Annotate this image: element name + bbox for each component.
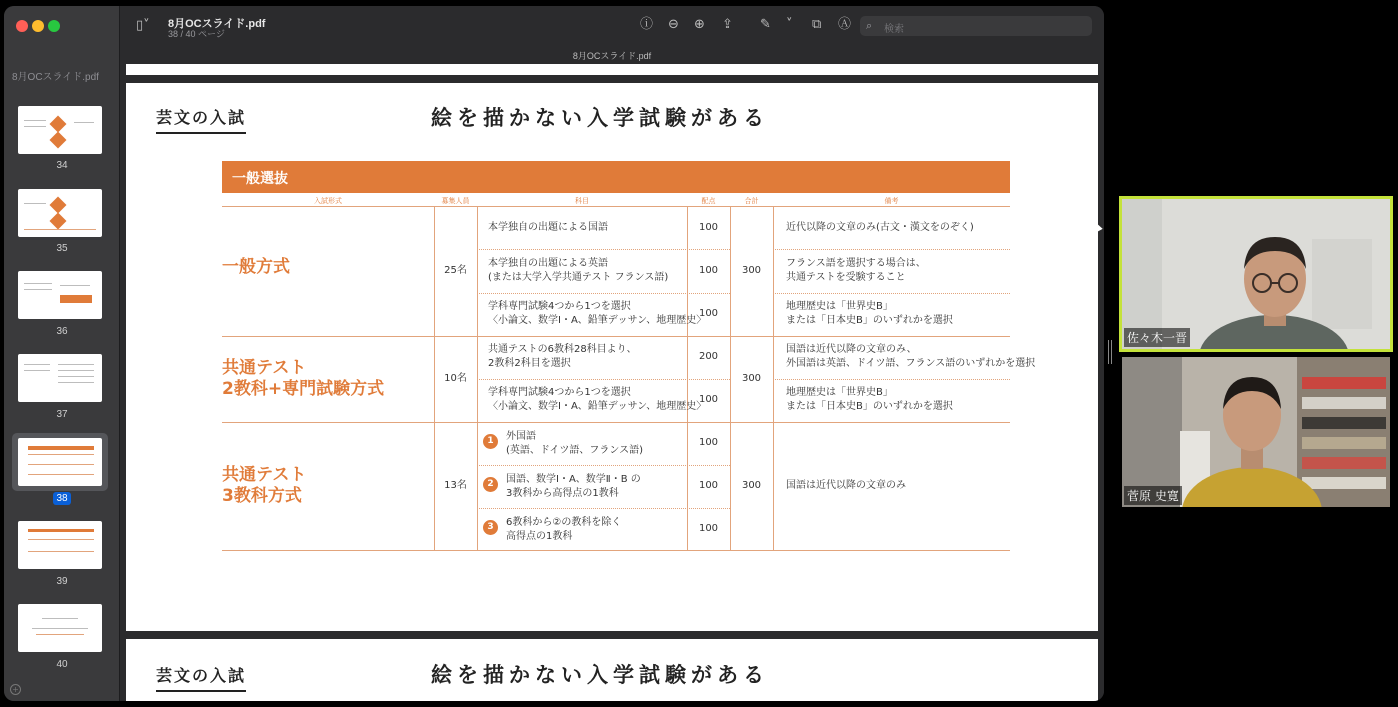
thumbnail-number: 40 (56, 659, 68, 670)
annotate-icon[interactable]: Ⓐ (838, 17, 852, 32)
thumbnail-page-40[interactable] (18, 604, 102, 652)
thumbnail-sidebar (4, 6, 120, 701)
close-window-button[interactable] (16, 20, 28, 32)
thumbnail-number: 34 (56, 160, 68, 171)
points: 100 (698, 437, 719, 448)
note-line: または「日本史B」のいずれかを選択 (786, 401, 953, 412)
document-title: 8月OCスライド.pdf (168, 18, 266, 30)
thumbnail-page-39[interactable] (18, 521, 102, 569)
capacity: 13名 (444, 480, 467, 491)
thumbnail-number: 35 (56, 243, 68, 254)
search-icon: ⌕ (866, 19, 873, 32)
table-header-bar (222, 161, 1010, 193)
number-badge: 1 (483, 434, 498, 449)
capacity: 10名 (444, 373, 467, 384)
thumbnail-number: 39 (56, 576, 68, 587)
participant-video-2 (1122, 357, 1390, 507)
slide-headline: 絵を描かない入学試験がある (431, 106, 769, 130)
minimize-window-button[interactable] (32, 20, 44, 32)
total: 300 (741, 265, 762, 276)
search-input[interactable] (860, 16, 1092, 36)
number-badge: 2 (483, 477, 498, 492)
rotate-icon[interactable]: ⧉ (812, 17, 822, 32)
thumbnail-page-37[interactable] (18, 354, 102, 402)
info-icon[interactable]: ⓘ (640, 17, 654, 32)
thumbnail-page-38[interactable] (18, 438, 102, 486)
exam-type-line: 共通テスト (222, 358, 307, 378)
note-line: 共通テストを受験すること (786, 272, 906, 283)
subject-line: 〈小論文、数学Ⅰ・A、鉛筆デッサン、地理歴史〉 (488, 315, 707, 326)
points: 100 (698, 308, 719, 319)
thumbnail-page-34[interactable] (18, 106, 102, 154)
subject-line: 本学独自の出題による英語 (488, 258, 608, 269)
pdf-viewer-window (4, 6, 1104, 701)
points: 100 (698, 523, 719, 534)
slide-tag: 芸文の入試 (156, 105, 246, 134)
subject-line: 2教科2科目を選択 (488, 358, 571, 369)
thumbnail-page-36[interactable] (18, 271, 102, 319)
previous-page (126, 64, 1098, 75)
subject-line: 外国語 (506, 431, 536, 442)
slide-headline: 絵を描かない入学試験がある (431, 663, 769, 687)
subject-line: 本学独自の出題による国語 (488, 222, 608, 233)
markup-pen-icon[interactable]: ✎ (760, 17, 771, 32)
thumbnail-number: 37 (56, 409, 68, 420)
note-line: 国語は近代以降の文章のみ (786, 480, 906, 491)
subject-line: (または大学入学共通テスト フランス語) (488, 272, 669, 283)
column-header: 備考 (884, 197, 899, 205)
subject-line: 〈小論文、数学Ⅰ・A、鉛筆デッサン、地理歴史〉 (488, 401, 707, 412)
subject-line: 6教科から②の教科を除く (506, 517, 622, 528)
slide-page-38 (126, 83, 1098, 631)
page-indicator: 38 / 40 ページ (168, 29, 225, 39)
zoom-in-icon[interactable]: ⊕ (694, 17, 705, 32)
subject-line: 学科専門試験4つから1つを選択 (488, 301, 631, 312)
sidebar-toggle-icon[interactable]: ▯˅ (136, 18, 150, 33)
note-line: または「日本史B」のいずれかを選択 (786, 315, 953, 326)
zoom-out-icon[interactable]: ⊖ (668, 17, 679, 32)
total: 300 (741, 480, 762, 491)
note-line: 国語は近代以降の文章のみ、 (786, 344, 917, 355)
column-header: 入試形式 (314, 197, 342, 205)
file-name-label: 8月OCスライド.pdf (572, 51, 652, 61)
column-header: 募集人員 (441, 197, 470, 205)
note-line: 近代以降の文章のみ(古文・漢文をのぞく) (786, 222, 974, 233)
column-header: 合計 (744, 197, 759, 205)
thumbnail-number-selected: 38 (53, 492, 71, 505)
add-icon[interactable]: + (10, 684, 21, 695)
subject-line: (英語、ドイツ語、フランス語) (506, 445, 644, 456)
points: 100 (698, 480, 719, 491)
subject-line: 国語、数学Ⅰ・A、数学Ⅱ・B の (506, 474, 641, 485)
total: 300 (741, 373, 762, 384)
exam-type-line: 2教科+専門試験方式 (222, 379, 385, 399)
zoom-window-button[interactable] (48, 20, 60, 32)
subject-line: 共通テストの6教科28科目より、 (488, 344, 637, 355)
subject-line: 3教科から高得点の1教科 (506, 488, 619, 499)
exam-type-line: 3教科方式 (222, 486, 302, 506)
exam-type: 一般方式 (222, 257, 290, 277)
next-slide-page (126, 639, 1098, 701)
participant-name: 佐々木一晋 (1124, 328, 1190, 347)
participant-video-1 (1122, 199, 1390, 349)
exam-type-line: 共通テスト (222, 465, 307, 485)
share-icon[interactable]: ⇪ (722, 17, 733, 32)
note-line: 地理歴史は「世界史B」 (786, 387, 893, 398)
points: 100 (698, 394, 719, 405)
points: 100 (698, 265, 719, 276)
note-line: 外国語は英語、ドイツ語、フランス語のいずれかを選択 (786, 358, 1036, 369)
video-tile-active-speaker[interactable] (1119, 196, 1393, 352)
section-title: 一般選抜 (232, 171, 288, 187)
search-placeholder: 検索 (884, 24, 904, 35)
column-header: 科目 (575, 197, 589, 205)
participant-name: 菅原 史寛 (1124, 486, 1182, 505)
subject-line: 高得点の1教科 (506, 531, 573, 542)
document-content[interactable] (120, 64, 1104, 701)
slide-tag: 芸文の入試 (156, 663, 246, 692)
points: 200 (698, 351, 719, 362)
column-header: 配点 (701, 197, 716, 205)
note-line: 地理歴史は「世界史B」 (786, 301, 893, 312)
capacity: 25名 (444, 265, 467, 276)
chevron-down-icon[interactable]: ˅ (786, 17, 793, 32)
thumbnail-number: 36 (56, 326, 68, 337)
note-line: フランス語を選択する場合は、 (786, 258, 926, 269)
number-badge: 3 (483, 520, 498, 535)
thumbnail-page-35[interactable] (18, 189, 102, 237)
subject-line: 学科専門試験4つから1つを選択 (488, 387, 631, 398)
points: 100 (698, 222, 719, 233)
resize-handle[interactable] (1108, 340, 1112, 364)
video-tile[interactable] (1122, 357, 1390, 507)
sidebar-title: 8月OCスライド.pdf (12, 72, 99, 83)
